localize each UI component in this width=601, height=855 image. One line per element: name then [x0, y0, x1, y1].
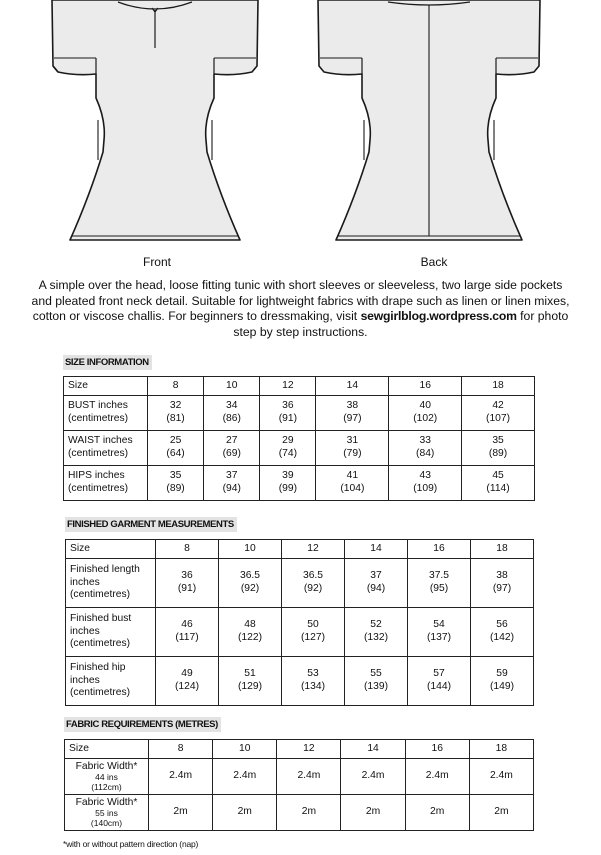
cell-inches: 55: [370, 668, 382, 680]
cell-cm: (89): [488, 448, 508, 459]
size-col: 12: [277, 740, 341, 759]
row-label: [64, 431, 148, 466]
blog-link[interactable]: sewgirlblog.wordpress.com: [360, 309, 517, 324]
table-row: [64, 431, 535, 466]
cell-cm: (89): [166, 483, 185, 494]
table-cell: [219, 657, 282, 706]
table-cell: [408, 657, 471, 706]
table-cell: 2m: [469, 795, 533, 831]
size-col: 18: [471, 540, 534, 559]
cell-cm: (109): [413, 483, 438, 494]
table-cell: 2m: [213, 795, 277, 831]
finished-garment-table: [65, 539, 534, 706]
table-cell: [204, 431, 260, 466]
cell-cm: (81): [166, 413, 185, 424]
fabric-width-cm: (140cm): [90, 818, 123, 828]
fabric-width-inches: 55 ins: [95, 808, 118, 818]
cell-inches: 39: [282, 470, 294, 482]
table-cell: [156, 608, 219, 657]
size-information-title: SIZE INFORMATION: [63, 355, 152, 370]
cell-inches: 54: [433, 619, 445, 631]
cell-cm: (129): [237, 681, 263, 692]
table-cell: [156, 657, 219, 706]
table-cell: [204, 396, 260, 431]
table-cell: [408, 559, 471, 608]
table-cell: 2.4m: [405, 759, 469, 795]
table-cell: [148, 431, 204, 466]
table-cell: [204, 466, 260, 501]
finished-garment-title: FINISHED GARMENT MEASUREMENTS: [65, 517, 237, 532]
cell-cm: (94): [366, 583, 386, 594]
table-cell: [260, 396, 316, 431]
fabric-width-label: Fabric Width*: [75, 797, 138, 808]
cell-inches: 52: [370, 619, 382, 631]
size-col: 14: [316, 377, 389, 396]
row-label: [66, 559, 156, 608]
cell-inches: 35: [169, 470, 182, 482]
cell-cm: (95): [429, 583, 449, 594]
cell-cm: (91): [177, 583, 197, 594]
cell-inches: 53: [307, 668, 319, 680]
cell-inches: 37.5: [428, 570, 450, 582]
row-label: [66, 657, 156, 706]
row-label-line: (centimetres): [68, 413, 129, 424]
intro-paragraph: [30, 278, 571, 340]
intro-text-end: for photo step by step instructions.: [233, 309, 569, 339]
table-cell: [282, 559, 345, 608]
cell-inches: 35: [492, 435, 504, 447]
cell-cm: (99): [278, 483, 298, 494]
cell-inches: 38: [346, 400, 359, 412]
row-label-line: inches: [70, 625, 100, 637]
table-cell: [219, 608, 282, 657]
table-cell: [471, 657, 534, 706]
cell-inches: 29: [282, 435, 294, 447]
row-label-line: inches: [70, 674, 100, 686]
size-col: 16: [389, 377, 462, 396]
cell-cm: (97): [492, 583, 512, 594]
size-col: 16: [405, 740, 469, 759]
cell-cm: (94): [222, 483, 241, 494]
cell-inches: 37: [226, 470, 238, 482]
cell-inches: 48: [244, 619, 256, 631]
cell-cm: (134): [300, 681, 326, 692]
cell-inches: 41: [346, 470, 359, 482]
table-cell: 2m: [341, 795, 405, 831]
fabric-width-inches: 44 ins: [95, 772, 118, 782]
cell-inches: 36: [282, 400, 294, 412]
cell-inches: 49: [181, 668, 193, 680]
table-row: [66, 608, 534, 657]
cell-cm: (114): [486, 483, 510, 494]
cell-cm: (132): [363, 632, 389, 643]
table-cell: [389, 466, 462, 501]
row-label-line: WAIST inches: [68, 435, 133, 447]
fabric-width-cm: (112cm): [91, 782, 122, 792]
fabric-width-label: Fabric Width*: [75, 761, 138, 772]
row-label-line: Finished bust: [70, 612, 132, 624]
size-col: 18: [469, 740, 533, 759]
table-cell: [462, 431, 535, 466]
cell-cm: (86): [222, 413, 241, 424]
row-label-line: (centimetres): [68, 448, 129, 459]
table-cell: [462, 466, 535, 501]
cell-cm: (149): [489, 681, 515, 692]
cell-inches: 37: [370, 570, 382, 582]
size-information-table: [63, 376, 535, 501]
row-label: [66, 608, 156, 657]
table-cell: [471, 559, 534, 608]
table-cell: 2m: [149, 795, 213, 831]
row-label: [65, 795, 149, 831]
cell-cm: (102): [413, 413, 438, 424]
back-label: Back: [420, 255, 448, 269]
cell-inches: 56: [496, 619, 508, 631]
size-col: 8: [149, 740, 213, 759]
cell-inches: 33: [419, 435, 431, 447]
cell-inches: 43: [419, 470, 431, 482]
table-cell: [408, 608, 471, 657]
table-row: [64, 466, 535, 501]
cell-inches: 36: [181, 570, 193, 582]
row-label: [65, 759, 149, 795]
row-label-line: (centimetres): [70, 687, 131, 699]
table-cell: 2.4m: [149, 759, 213, 795]
size-col: 10: [219, 540, 282, 559]
table-cell: [282, 608, 345, 657]
table-cell: [345, 657, 408, 706]
table-cell: 2.4m: [341, 759, 405, 795]
cell-cm: (64): [166, 448, 185, 459]
table-cell: [316, 431, 389, 466]
front-label: Front: [142, 255, 171, 269]
cell-cm: (92): [303, 583, 323, 594]
cell-inches: 31: [346, 435, 359, 447]
cell-cm: (104): [340, 483, 365, 494]
table-cell: [282, 657, 345, 706]
cell-inches: 40: [419, 400, 431, 412]
cell-inches: 32: [169, 400, 182, 412]
back-view-drawing: [318, 0, 540, 240]
table-cell: [389, 396, 462, 431]
row-label-line: HIPS inches: [68, 470, 125, 482]
cell-inches: 25: [169, 435, 182, 447]
table-cell: [260, 466, 316, 501]
cell-inches: 45: [492, 470, 504, 482]
intro-text: A simple over the head, loose fitting tunic with short sleeves or sleeveless, two large side pockets and pleated front neck detail. Suitable for lightweight fabrics with drape such as linen or linen mixes, cotton or viscose challis. For beginners to dressmaking, visit: [31, 278, 570, 324]
row-label-line: (centimetres): [70, 638, 131, 650]
cell-cm: (107): [486, 413, 511, 424]
cell-cm: (142): [489, 632, 515, 643]
cell-inches: 42: [492, 400, 504, 412]
size-col: 16: [408, 540, 471, 559]
size-col: 18: [462, 377, 535, 396]
table-cell: [316, 466, 389, 501]
row-label: [64, 466, 148, 501]
size-col: 14: [341, 740, 405, 759]
table-cell: [316, 396, 389, 431]
cell-cm: (91): [278, 413, 298, 424]
cell-cm: (79): [343, 448, 362, 459]
cell-cm: (127): [300, 632, 326, 643]
table-cell: 2.4m: [277, 759, 341, 795]
size-header-label: Size: [64, 377, 148, 396]
table-cell: [345, 559, 408, 608]
cell-inches: 27: [226, 435, 238, 447]
cell-cm: (137): [426, 632, 452, 643]
table-row: [66, 657, 534, 706]
table-row: [66, 559, 534, 608]
cell-inches: 50: [307, 619, 319, 631]
row-label-line: Finished hip: [70, 661, 126, 673]
table-header-row: [64, 377, 535, 396]
table-cell: 2m: [277, 795, 341, 831]
front-view-drawing: [52, 0, 258, 240]
cell-cm: (144): [426, 681, 452, 692]
table-row: [64, 396, 535, 431]
cell-inches: 46: [181, 619, 193, 631]
table-cell: [471, 608, 534, 657]
cell-cm: (69): [222, 448, 241, 459]
table-cell: [148, 466, 204, 501]
cell-cm: (117): [175, 632, 199, 643]
table-row: [65, 795, 534, 831]
cell-cm: (84): [416, 448, 435, 459]
size-col: 14: [345, 540, 408, 559]
size-col: 10: [204, 377, 260, 396]
table-cell: 2.4m: [469, 759, 533, 795]
cell-inches: 36.5: [239, 570, 261, 582]
table-cell: 2.4m: [213, 759, 277, 795]
table-cell: [345, 608, 408, 657]
row-label-line: Finished length: [70, 563, 140, 575]
footnote: *with or without pattern direction (nap): [63, 839, 199, 849]
cell-inches: 57: [433, 668, 445, 680]
size-col: 8: [148, 377, 204, 396]
cell-cm: (139): [363, 681, 389, 692]
size-header-label: Size: [65, 740, 149, 759]
size-col: 12: [260, 377, 316, 396]
cell-cm: (92): [240, 583, 260, 594]
cell-inches: 51: [244, 668, 256, 680]
fabric-requirements-table: [64, 739, 534, 831]
row-label: [64, 396, 148, 431]
table-cell: [156, 559, 219, 608]
cell-inches: 59: [496, 668, 508, 680]
size-header-label: Size: [66, 540, 156, 559]
garment-illustrations: [0, 0, 601, 250]
fabric-requirements-title: FABRIC REQUIREMENTS (METRES): [64, 717, 221, 732]
row-label-line: BUST inches: [68, 400, 128, 412]
table-cell: 2m: [405, 795, 469, 831]
cell-inches: 36.5: [302, 570, 324, 582]
table-header-row: [65, 740, 534, 759]
cell-cm: (97): [343, 413, 362, 424]
cell-cm: (122): [237, 632, 263, 643]
table-row: [65, 759, 534, 795]
cell-inches: 34: [226, 400, 238, 412]
row-label-line: (centimetres): [70, 589, 131, 601]
table-cell: [260, 431, 316, 466]
table-cell: [219, 559, 282, 608]
size-col: 12: [282, 540, 345, 559]
size-col: 10: [213, 740, 277, 759]
size-col: 8: [156, 540, 219, 559]
table-cell: [389, 431, 462, 466]
cell-inches: 38: [496, 570, 508, 582]
row-label-line: inches: [70, 576, 100, 588]
row-label-line: (centimetres): [68, 483, 129, 494]
table-cell: [462, 396, 535, 431]
table-cell: [148, 396, 204, 431]
cell-cm: (74): [278, 448, 298, 459]
cell-cm: (124): [174, 681, 200, 692]
table-header-row: [66, 540, 534, 559]
